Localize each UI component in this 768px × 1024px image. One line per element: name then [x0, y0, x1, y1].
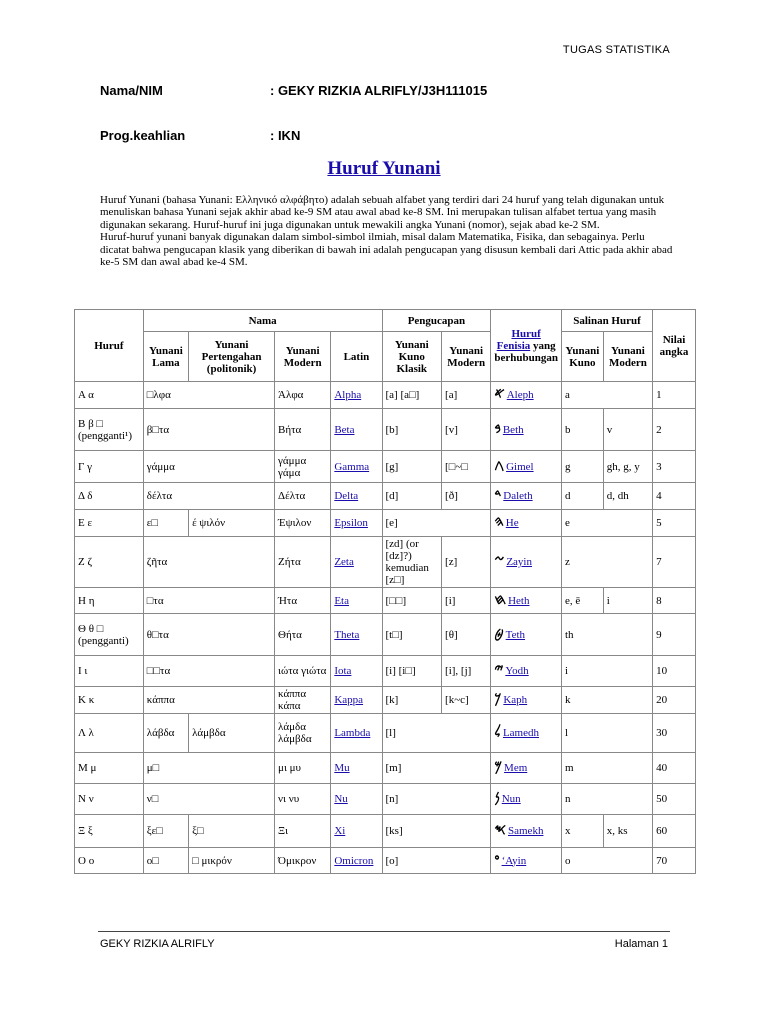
cell-nilai: 60: [653, 815, 696, 848]
footer-page-number: Halaman 1: [614, 938, 668, 950]
phoenician-glyph-icon: 𐤆: [494, 554, 505, 569]
cell-yunani-modern: λάμδα λάμβδα: [275, 714, 331, 753]
cell-yunani-modern: Ήτα: [275, 588, 331, 614]
cell-salinan-kuno: d: [561, 483, 603, 510]
phoenician-glyph-icon: 𐤏: [494, 852, 500, 868]
cell-yunani-modern: Ζήτα: [275, 537, 331, 588]
cell-pengucapan-modern: [i]: [442, 588, 491, 614]
cell-latin: [331, 848, 382, 874]
latin-link[interactable]: Nu: [334, 793, 348, 805]
cell-nilai: 7: [653, 537, 696, 588]
table-row: [75, 614, 696, 656]
cell-salinan-modern: v: [603, 409, 652, 451]
cell-salinan-kuno: b: [561, 409, 603, 451]
cell-salinan-modern: x, ks: [603, 815, 652, 848]
cell-yunani-modern: Βήτα: [275, 409, 331, 451]
cell-salinan-kuno: n: [561, 784, 652, 815]
table-row: [75, 537, 696, 588]
col-yunani-lama: Yunani Lama: [143, 332, 188, 382]
cell-yunani-modern: κάππα κάπα: [275, 687, 331, 714]
fenisia-label: yang berhubungan: [494, 339, 558, 364]
cell-huruf: Β β □ (pengganti¹): [75, 409, 144, 451]
table-row: [75, 588, 696, 614]
cell-kuno-klasik: [e]: [382, 510, 491, 537]
running-header: TUGAS STATISTIKA: [562, 44, 670, 56]
cell-yunani-modern: Θήτα: [275, 614, 331, 656]
cell-latin: [331, 687, 382, 714]
cell-nilai: 40: [653, 753, 696, 784]
cell-nilai: 4: [653, 483, 696, 510]
cell-yunani-modern: Δέλτα: [275, 483, 331, 510]
cell-huruf: Η η: [75, 588, 144, 614]
cell-latin: [331, 815, 382, 848]
cell-kuno-klasik: [ks]: [382, 815, 491, 848]
cell-yunani-lama: δέλτα: [143, 483, 274, 510]
table-row: [75, 753, 696, 784]
col-huruf: Huruf: [75, 310, 144, 382]
meta-label: Nama/NIM: [100, 83, 163, 98]
cell-latin: [331, 588, 382, 614]
table-row: [75, 409, 696, 451]
cell-nilai: 8: [653, 588, 696, 614]
cell-yunani-lama: □τα: [143, 588, 274, 614]
fenisia-letter-link[interactable]: ‘Ayin: [501, 854, 527, 867]
phoenician-glyph-icon: 𐤀: [494, 387, 505, 402]
cell-nilai: 70: [653, 848, 696, 874]
cell-fenisia: [491, 815, 562, 848]
fenisia-letter-link[interactable]: Daleth: [503, 490, 533, 502]
latin-link[interactable]: Xi: [334, 825, 346, 837]
cell-huruf: Γ γ: [75, 451, 144, 483]
cell-huruf: Κ κ: [75, 687, 144, 714]
cell-fenisia: [491, 687, 562, 714]
phoenician-glyph-icon: 𐤈: [494, 626, 504, 642]
cell-huruf: Μ μ: [75, 753, 144, 784]
cell-nilai: 5: [653, 510, 696, 537]
latin-link[interactable]: Mu: [334, 762, 350, 774]
cell-yunani-lama: γάμμα: [143, 451, 274, 483]
latin-link[interactable]: Delta: [334, 490, 359, 502]
cell-salinan-modern: gh, g, y: [603, 451, 652, 483]
fenisia-letter-link[interactable]: Gimel: [506, 460, 534, 473]
cell-nilai: 1: [653, 382, 696, 409]
fenisia-link[interactable]: Huruf Fenisia: [496, 327, 541, 352]
col-kuno-klasik: Yunani Kuno Klasik: [382, 332, 442, 382]
phoenician-glyph-icon: 𐤇: [494, 592, 507, 608]
cell-huruf: Α α: [75, 382, 144, 409]
cell-salinan-kuno: e, ē: [561, 588, 603, 614]
cell-latin: [331, 656, 382, 687]
cell-kuno-klasik: [n]: [382, 784, 491, 815]
cell-salinan-modern: d, dh: [603, 483, 652, 510]
cell-pengucapan-modern: [k~c]: [442, 687, 491, 714]
fenisia-letter-link[interactable]: Beth: [502, 423, 524, 436]
cell-huruf: Θ θ □ (pengganti): [75, 614, 144, 656]
cell-salinan-kuno: o: [561, 848, 652, 874]
latin-link[interactable]: Gamma: [334, 460, 370, 473]
cell-huruf: Λ λ: [75, 714, 144, 753]
col-fenisia: [491, 310, 562, 382]
table-row: [75, 784, 696, 815]
cell-fenisia: [491, 784, 562, 815]
cell-huruf: Ε ε: [75, 510, 144, 537]
cell-kuno-klasik: [l]: [382, 714, 491, 753]
fenisia-letter-link[interactable]: Mem: [504, 762, 528, 774]
cell-latin: [331, 753, 382, 784]
phoenician-glyph-icon: 𐤎: [494, 823, 506, 838]
phoenician-glyph-icon: 𐤃: [494, 488, 502, 503]
table-row: [75, 510, 696, 537]
cell-latin: [331, 451, 382, 483]
cell-salinan-kuno: e: [561, 510, 652, 537]
cell-fenisia: [491, 588, 562, 614]
cell-yunani-modern: Έψιλον: [275, 510, 331, 537]
cell-salinan-kuno: l: [561, 714, 652, 753]
latin-link[interactable]: Kappa: [334, 694, 364, 706]
fenisia-letter-link[interactable]: Kaph: [503, 694, 528, 706]
cell-kuno-klasik: [o]: [382, 848, 491, 874]
table-row: [75, 483, 696, 510]
cell-salinan-kuno: a: [561, 382, 652, 409]
cell-pengucapan-modern: [ð]: [442, 483, 491, 510]
cell-latin: [331, 537, 382, 588]
cell-yunani-lama: ε□: [143, 510, 188, 537]
cell-fenisia: [491, 537, 562, 588]
cell-latin: [331, 483, 382, 510]
cell-nilai: 2: [653, 409, 696, 451]
phoenician-glyph-icon: 𐤊: [494, 692, 502, 707]
cell-salinan-kuno: m: [561, 753, 652, 784]
fenisia-letter-link[interactable]: He: [505, 517, 519, 529]
col-group-pengucapan: Pengucapan: [382, 310, 491, 332]
meta-label: Prog.keahlian: [100, 128, 186, 143]
cell-huruf: Δ δ: [75, 483, 144, 510]
fenisia-letter-link[interactable]: Nun: [501, 793, 521, 805]
cell-fenisia: [491, 510, 562, 537]
cell-yunani-lama: □λφα: [143, 382, 274, 409]
cell-salinan-modern: i: [603, 588, 652, 614]
cell-pengucapan-modern: [v]: [442, 409, 491, 451]
cell-huruf: Ο ο: [75, 848, 144, 874]
cell-fenisia: [491, 409, 562, 451]
cell-fenisia: [491, 451, 562, 483]
latin-link[interactable]: Lambda: [334, 727, 371, 739]
col-yunani-pertengahan: Yunani Pertengahan (politonik): [189, 332, 275, 382]
col-latin: Latin: [331, 332, 382, 382]
cell-huruf: Ν ν: [75, 784, 144, 815]
cell-latin: [331, 784, 382, 815]
cell-yunani-modern: ιώτα γιώτα: [275, 656, 331, 687]
cell-kuno-klasik: [a] [a□]: [382, 382, 442, 409]
cell-huruf: Ζ ζ: [75, 537, 144, 588]
cell-salinan-kuno: x: [561, 815, 603, 848]
cell-yunani-lama: □□τα: [143, 656, 274, 687]
cell-yunani-lama: ξε□: [143, 815, 188, 848]
cell-yunani-lama: β□τα: [143, 409, 274, 451]
cell-pengucapan-modern: [z]: [442, 537, 491, 588]
intro-paragraph: Huruf-huruf yunani banyak digunakan dalam simbol-simbol ilmiah, misal dalam Matematika, Fisika, dan sebagainya. Perlu dicatat bahwa pengucapan klasik yang diberikan di bawah ini adalah pengucapan yang disusun kembali dari Attic pada akhir abad ke-5 SM dan awal abad ke-4 SM.: [100, 231, 673, 269]
col-salinan-kuno: Yunani Kuno: [561, 332, 603, 382]
cell-yunani-pertengahan: ξ□: [189, 815, 275, 848]
phoenician-glyph-icon: 𐤁: [494, 421, 501, 437]
cell-nilai: 50: [653, 784, 696, 815]
cell-kuno-klasik: [zd] (or [dz]?) kemudian [z□]: [382, 537, 442, 588]
cell-nilai: 10: [653, 656, 696, 687]
cell-pengucapan-modern: [θ]: [442, 614, 491, 656]
table-row: [75, 848, 696, 874]
table-row: [75, 714, 696, 753]
fenisia-letter-link[interactable]: Heth: [508, 594, 530, 607]
cell-fenisia: [491, 614, 562, 656]
latin-link[interactable]: Alpha: [334, 389, 362, 401]
cell-yunani-modern: νι νυ: [275, 784, 331, 815]
cell-nilai: 30: [653, 714, 696, 753]
cell-yunani-lama: ζῆτα: [143, 537, 274, 588]
meta-value: : GEKY RIZKIA ALRIFLY/J3H111015: [270, 83, 488, 98]
col-group-nama: Nama: [143, 310, 382, 332]
cell-yunani-pertengahan: λάμβδα: [189, 714, 275, 753]
cell-fenisia: [491, 848, 562, 874]
meta-value: : IKN: [270, 128, 301, 143]
cell-kuno-klasik: [m]: [382, 753, 491, 784]
cell-yunani-pertengahan: □ μικρόν: [189, 848, 275, 874]
fenisia-letter-link[interactable]: Samekh: [508, 825, 544, 837]
cell-pengucapan-modern: [i], [j]: [442, 656, 491, 687]
cell-nilai: 9: [653, 614, 696, 656]
cell-fenisia: [491, 382, 562, 409]
latin-link[interactable]: Theta: [334, 628, 360, 641]
table-row: [75, 687, 696, 714]
cell-salinan-kuno: z: [561, 537, 652, 588]
cell-kuno-klasik: [d]: [382, 483, 442, 510]
latin-link[interactable]: Eta: [334, 594, 349, 607]
meta-name-row: [100, 83, 488, 98]
cell-huruf: Ι ι: [75, 656, 144, 687]
cell-salinan-kuno: k: [561, 687, 652, 714]
intro-paragraph: Huruf Yunani (bahasa Yunani: Ελληνικό αλφάβητο) adalah sebuah alfabet yang terdiri dari 24 huruf yang telah digunakan untuk menuliskan bahasa Yunani sejak akhir abad ke-9 SM atau awal abad ke-8 SM. Ini merupakan tulisan alfabet tertua yang masih digunakan sekarang. Huruf-huruf ini juga digunakan untuk mewakili angka Yunani (nomor), sejak abad ke-2 SM.: [100, 194, 665, 231]
latin-link[interactable]: Beta: [334, 423, 355, 436]
cell-latin: [331, 409, 382, 451]
latin-link[interactable]: Omicron: [334, 854, 374, 867]
cell-yunani-modern: μι μυ: [275, 753, 331, 784]
meta-program-row: [100, 128, 301, 143]
cell-kuno-klasik: [□□]: [382, 588, 442, 614]
cell-yunani-modern: Όμικρον: [275, 848, 331, 874]
cell-latin: [331, 382, 382, 409]
cell-kuno-klasik: [g]: [382, 451, 442, 483]
cell-fenisia: [491, 753, 562, 784]
latin-link[interactable]: Zeta: [334, 556, 354, 568]
cell-yunani-lama: ο□: [143, 848, 188, 874]
cell-nilai: 20: [653, 687, 696, 714]
latin-link[interactable]: Iota: [334, 665, 352, 677]
col-nilai: Nilai angka: [653, 310, 696, 382]
cell-yunani-lama: θ□τα: [143, 614, 274, 656]
phoenician-glyph-icon: 𐤄: [494, 515, 504, 530]
fenisia-letter-link[interactable]: Lamedh: [502, 727, 539, 739]
cell-fenisia: [491, 656, 562, 687]
fenisia-letter-link[interactable]: Teth: [505, 628, 526, 641]
cell-salinan-kuno: th: [561, 614, 652, 656]
greek-alphabet-table: [74, 309, 696, 874]
cell-kuno-klasik: [k]: [382, 687, 442, 714]
table-row: [75, 451, 696, 483]
footer-divider: [98, 931, 670, 932]
cell-fenisia: [491, 483, 562, 510]
cell-yunani-pertengahan: έ ψιλόν: [189, 510, 275, 537]
fenisia-letter-link[interactable]: Aleph: [506, 389, 534, 401]
footer-author: GEKY RIZKIA ALRIFLY: [100, 938, 215, 950]
cell-yunani-lama: κάππα: [143, 687, 274, 714]
cell-pengucapan-modern: [□~□: [442, 451, 491, 483]
col-group-salinan: Salinan Huruf: [561, 310, 652, 332]
phoenician-glyph-icon: 𐤍: [494, 791, 500, 806]
table-row: [75, 815, 696, 848]
phoenician-glyph-icon: 𐤋: [494, 725, 501, 740]
cell-kuno-klasik: [t□]: [382, 614, 442, 656]
fenisia-letter-link[interactable]: Zayin: [506, 556, 532, 568]
cell-yunani-modern: Άλφα: [275, 382, 331, 409]
cell-latin: [331, 714, 382, 753]
cell-yunani-modern: Ξι: [275, 815, 331, 848]
col-yunani-modern: Yunani Modern: [275, 332, 331, 382]
cell-fenisia: [491, 714, 562, 753]
col-salinan-modern: Yunani Modern: [603, 332, 652, 382]
phoenician-glyph-icon: 𐤌: [494, 760, 503, 775]
latin-link[interactable]: Epsilon: [334, 517, 368, 529]
cell-pengucapan-modern: [a]: [442, 382, 491, 409]
table-row: [75, 382, 696, 409]
cell-kuno-klasik: [i] [i□]: [382, 656, 442, 687]
cell-huruf: Ξ ξ: [75, 815, 144, 848]
cell-kuno-klasik: [b]: [382, 409, 442, 451]
table-row: [75, 656, 696, 687]
cell-salinan-kuno: g: [561, 451, 603, 483]
page-title[interactable]: Huruf Yunani: [327, 158, 441, 179]
phoenician-glyph-icon: 𐤂: [494, 458, 505, 474]
cell-yunani-lama: ν□: [143, 784, 274, 815]
phoenician-glyph-icon: 𐤉: [494, 663, 504, 678]
cell-latin: [331, 510, 382, 537]
col-pengucapan-modern: Yunani Modern: [442, 332, 491, 382]
cell-yunani-lama: λάβδα: [143, 714, 188, 753]
cell-nilai: 3: [653, 451, 696, 483]
cell-yunani-lama: μ□: [143, 753, 274, 784]
cell-salinan-kuno: i: [561, 656, 652, 687]
cell-yunani-modern: γάμμα γάμα: [275, 451, 331, 483]
cell-latin: [331, 614, 382, 656]
fenisia-letter-link[interactable]: Yodh: [505, 665, 529, 677]
intro-text: [100, 194, 675, 268]
